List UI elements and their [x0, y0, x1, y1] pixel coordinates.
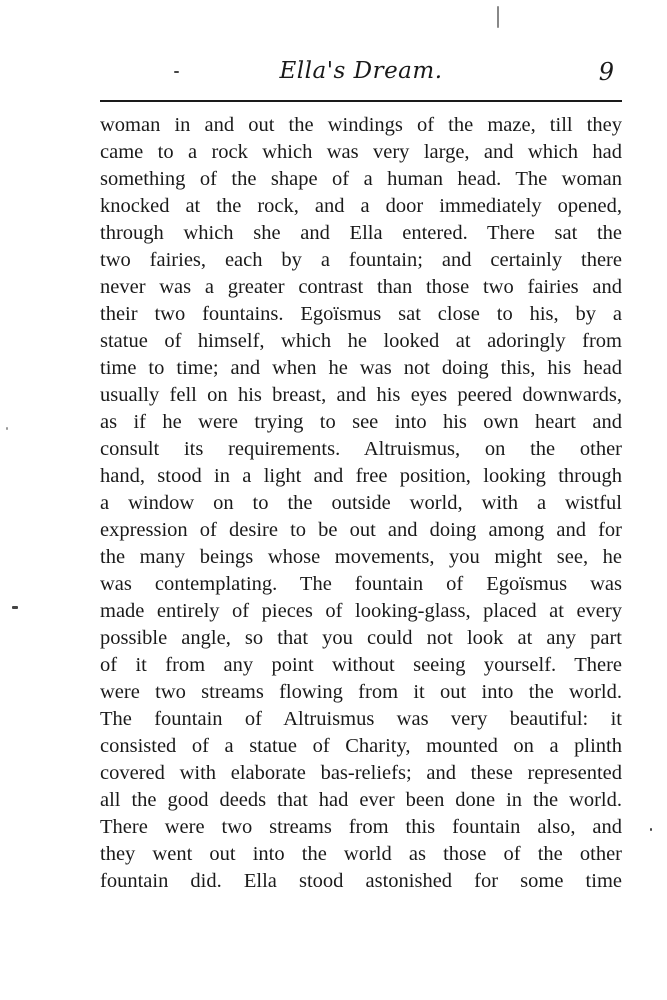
- text-line: covered with elaborate bas-reliefs; and these represented: [100, 762, 622, 784]
- scan-speck: [174, 71, 179, 73]
- text-line: knocked at the rock, and a door immediately opened,: [100, 195, 622, 217]
- scan-speck: [6, 427, 8, 430]
- text-line: were two streams flowing from it out into the world.: [100, 681, 622, 703]
- header-rule: [100, 100, 622, 102]
- text-line: the many beings whose movements, you might see, he: [100, 546, 622, 568]
- text-line: consisted of a statue of Charity, mounted on a plinth: [100, 735, 622, 757]
- page-header: [100, 58, 622, 98]
- scan-speck: [12, 606, 18, 609]
- text-line: fountain did. Ella stood astonished for some time: [100, 870, 622, 892]
- scan-speck: [497, 6, 499, 28]
- page-number: 9: [598, 58, 614, 86]
- text-line: possible angle, so that you could not look at any part: [100, 627, 622, 649]
- text-line: made entirely of pieces of looking-glass, placed at every: [100, 600, 622, 622]
- text-line: something of the shape of a human head. The woman: [100, 168, 622, 190]
- running-title: Ella's Dream.: [279, 58, 443, 84]
- text-line: through which she and Ella entered. There sat the: [100, 222, 622, 244]
- text-line: The fountain of Altruismus was very beautiful: it: [100, 708, 622, 730]
- text-line: as if he were trying to see into his own heart and: [100, 411, 622, 433]
- text-line: all the good deeds that had ever been done in the world.: [100, 789, 622, 811]
- scan-speck: [650, 828, 652, 831]
- text-line: of it from any point without seeing yourself. There: [100, 654, 622, 676]
- text-line: was contemplating. The fountain of Egoïsmus was: [100, 573, 622, 595]
- text-line: time to time; and when he was not doing this, his head: [100, 357, 622, 379]
- text-line: they went out into the world as those of the other: [100, 843, 622, 865]
- text-line: a window on to the outside world, with a wistful: [100, 492, 622, 514]
- text-line: There were two streams from this fountain also, and: [100, 816, 622, 838]
- text-line: consult its requirements. Altruismus, on the other: [100, 438, 622, 460]
- text-line: usually fell on his breast, and his eyes peered downwards,: [100, 384, 622, 406]
- text-line: never was a greater contrast than those two fairies and: [100, 276, 622, 298]
- text-line: hand, stood in a light and free position, looking through: [100, 465, 622, 487]
- text-line: statue of himself, which he looked at adoringly from: [100, 330, 622, 352]
- text-line: two fairies, each by a fountain; and certainly there: [100, 249, 622, 271]
- text-line: woman in and out the windings of the maze, till they: [100, 114, 622, 136]
- text-line: expression of desire to be out and doing among and for: [100, 519, 622, 541]
- body-text: [100, 112, 622, 895]
- text-line: their two fountains. Egoïsmus sat close to his, by a: [100, 303, 622, 325]
- text-line: came to a rock which was very large, and which had: [100, 141, 622, 163]
